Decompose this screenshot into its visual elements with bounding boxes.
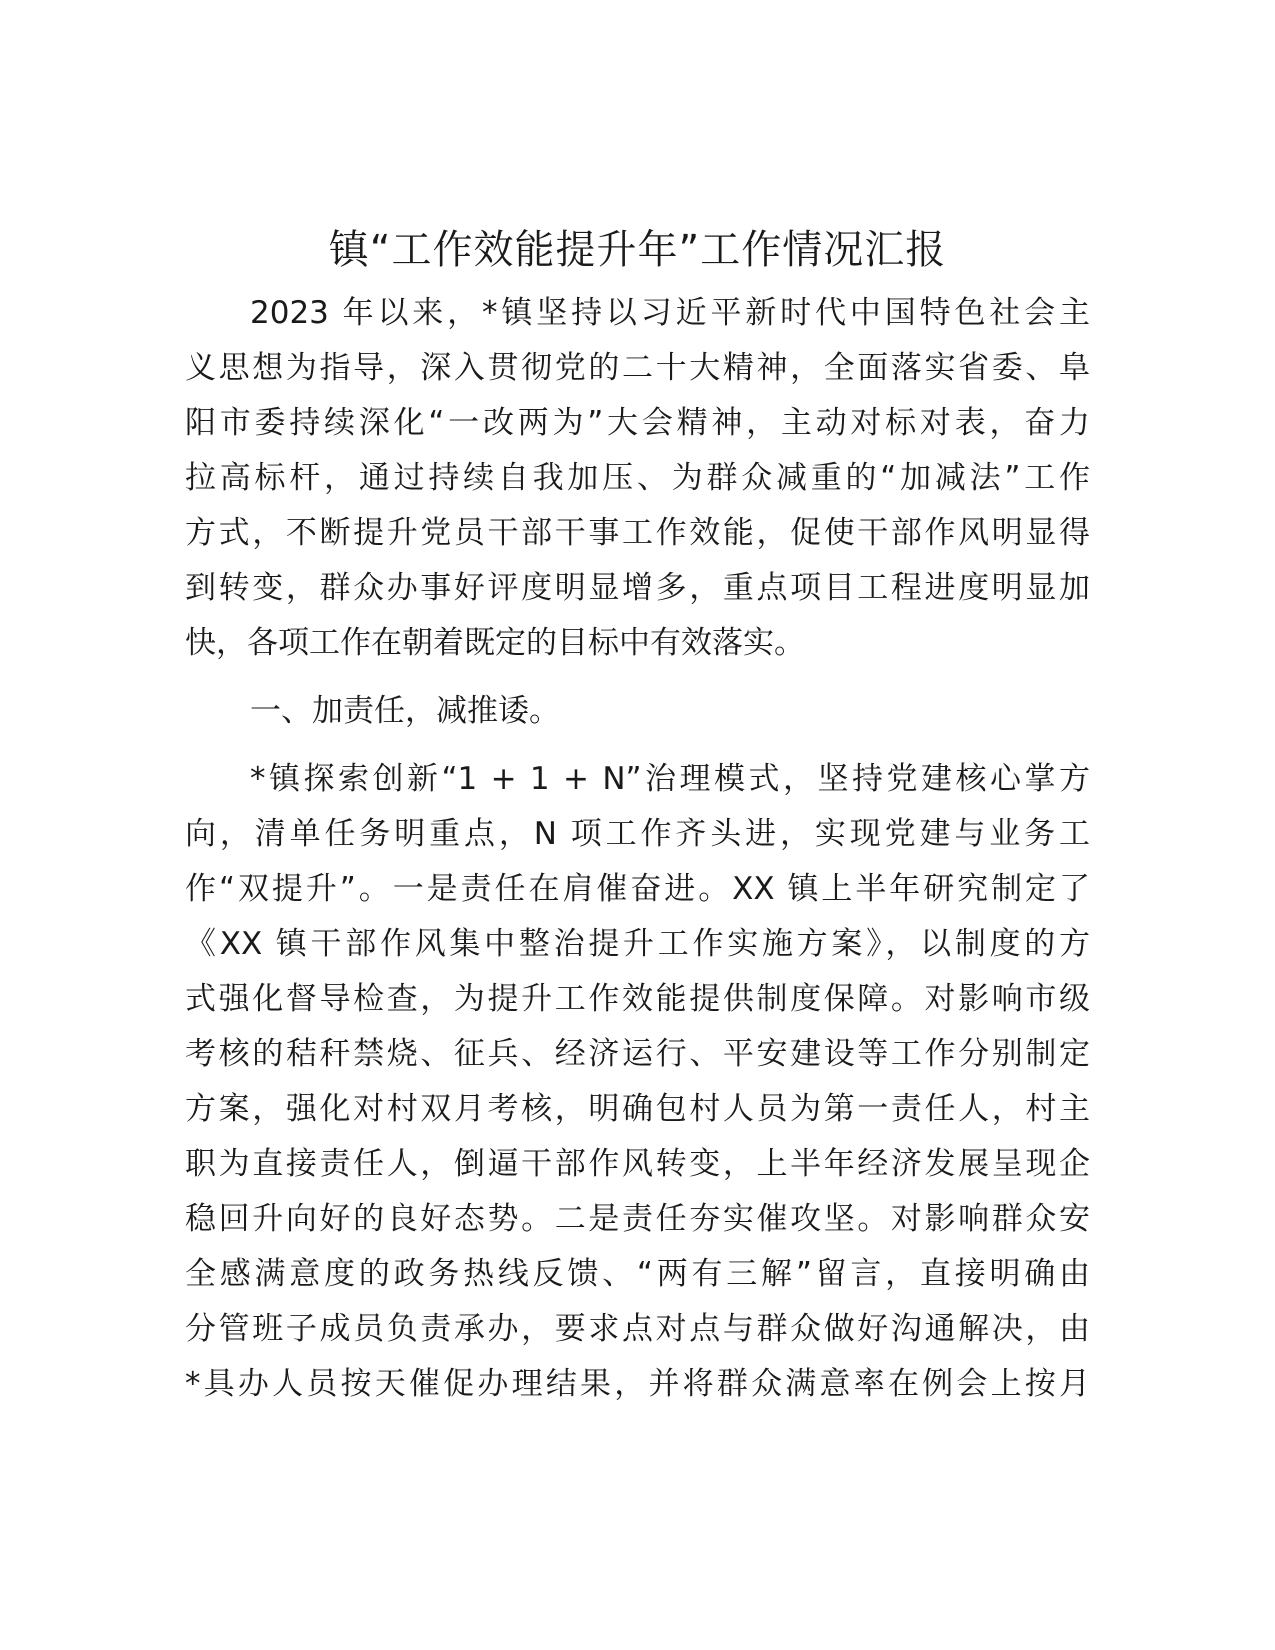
- paragraph-1-line: 拉高标杆，通过持续自我加压、为群众减重的“加减法”工作: [185, 460, 1090, 496]
- paragraph-1-line: 方式，不断提升党员干部干事工作效能，促使干部作风明显得: [185, 515, 1090, 551]
- paragraph-2-line: 式强化督导检查，为提升工作效能提供制度保障。对影响市级: [185, 981, 1090, 1017]
- paragraph-2-line: *镇探索创新“1 + 1 + N”治理模式，坚持党建核心掌方: [250, 761, 1090, 797]
- paragraph-2-line: 向，清单任务明重点，N 项工作齐头进，实现党建与业务工: [185, 816, 1090, 852]
- paragraph-2-line: 全感满意度的政务热线反馈、“两有三解”留言，直接明确由: [185, 1256, 1090, 1292]
- paragraph-2-line: 分管班子成员负责承办，要求点对点与群众做好沟通解决，由: [185, 1311, 1090, 1347]
- paragraph-1-line: 义思想为指导，深入贯彻党的二十大精神，全面落实省委、阜: [185, 350, 1090, 386]
- section-heading: 一、加责任，减推诿。: [250, 693, 560, 729]
- paragraph-2-line: *具办人员按天催促办理结果，并将群众满意率在例会上按月: [185, 1366, 1090, 1402]
- paragraph-1-line: 2023 年以来，*镇坚持以习近平新时代中国特色社会主: [250, 295, 1090, 331]
- paragraph-2-line: 方案，强化对村双月考核，明确包村人员为第一责任人，村主: [185, 1091, 1090, 1127]
- paragraph-2-line: 考核的秸秆禁烧、征兵、经济运行、平安建设等工作分别制定: [185, 1036, 1090, 1072]
- paragraph-2-line: 稳回升向好的良好态势。二是责任夯实催攻坚。对影响群众安: [185, 1201, 1090, 1237]
- paragraph-2-line: 职为直接责任人，倒逼干部作风转变，上半年经济发展呈现企: [185, 1146, 1090, 1182]
- paragraph-1-line: 快，各项工作在朝着既定的目标中有效落实。: [185, 625, 805, 661]
- paragraph-1-line: 到转变，群众办事好评度明显增多，重点项目工程进度明显加: [185, 570, 1090, 606]
- paragraph-2-line: 《XX 镇干部作风集中整治提升工作实施方案》，以制度的方: [185, 926, 1090, 962]
- document-title: 镇“工作效能提升年”工作情况汇报: [328, 227, 947, 273]
- paragraph-1-line: 阳市委持续深化“一改两为”大会精神，主动对标对表，奋力: [185, 405, 1090, 441]
- paragraph-2-line: 作“双提升”。一是责任在肩催奋进。XX 镇上半年研究制定了: [185, 871, 1090, 907]
